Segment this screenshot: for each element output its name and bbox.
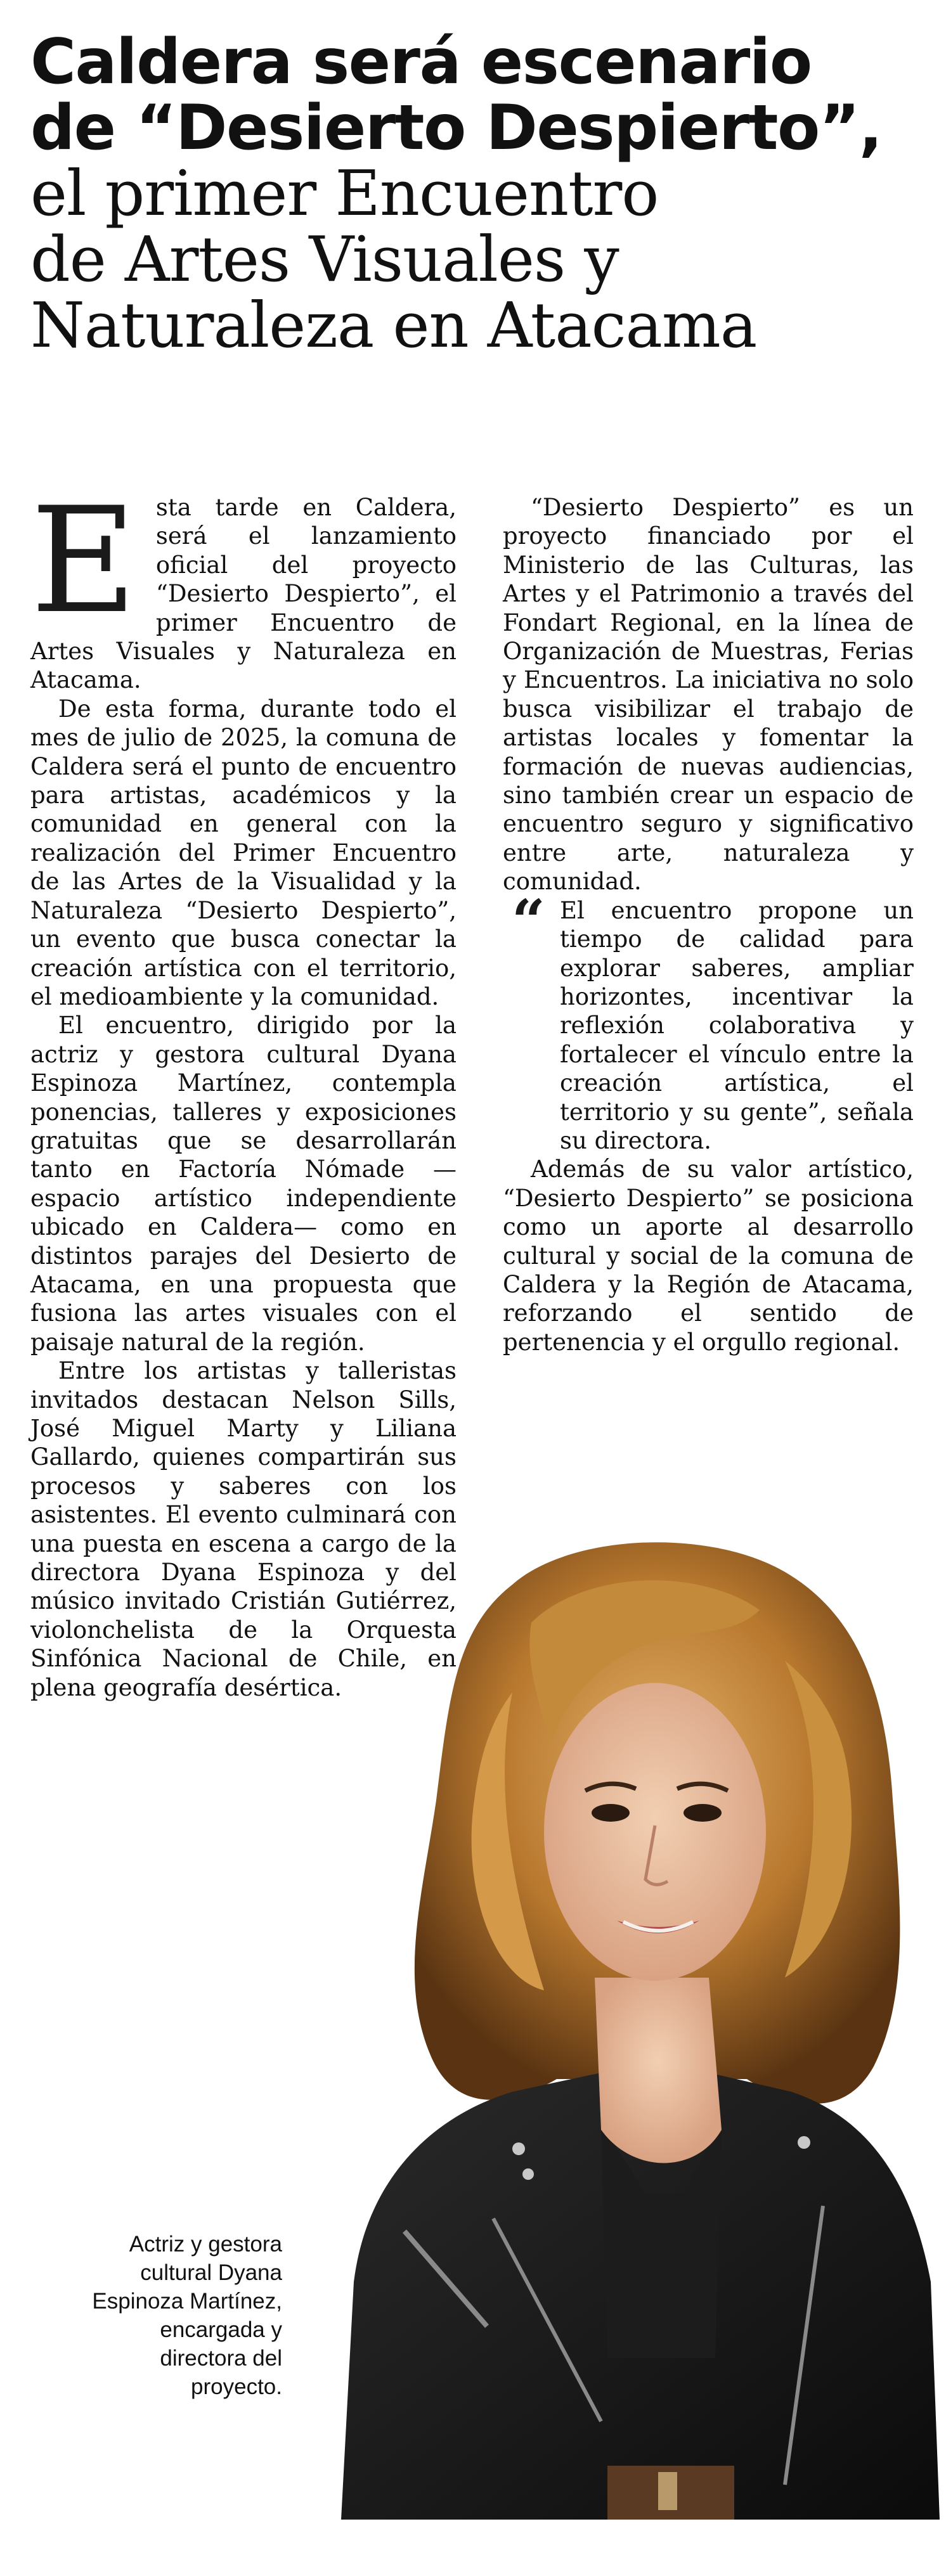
article-paragraph: El encuentro, dirigido por la actriz y gestora cultural Dyana Espinoza Martínez, contempla ponencias, talleres y exposiciones gratuitas que se desarrollarán tanto en Factoría Nómade —espacio artístico independiente ubicado en Caldera— como en distintos parajes del Desierto de Atacama, en una propuesta que fusiona las artes visuales con el paisaje natural de la región. <box>30 1012 457 1356</box>
article-paragraph: De esta forma, durante todo el mes de julio de 2025, la comuna de Caldera será el punto de encuentro para artistas, académicos y la comunidad en general con la realización del Primer Encuentro de las Artes de la Visualidad y la Naturaleza “Desierto Despierto”, un evento que busca conectar la creación artística con el territorio, el medioambiente y la comunidad. <box>30 695 457 1010</box>
drop-cap: E <box>30 477 137 646</box>
article-paragraph: Además de su valor artístico, “Desierto Despierto” se posiciona como un aporte al desarrollo cultural y social de la comuna de Caldera y la Región de Atacama, reforzando el sentido de pertenencia y el orgullo regional. <box>503 1156 914 1356</box>
photo-caption: Actriz y gestora cultural Dyana Espinoza Martínez, encargada y directora del proyecto. <box>92 2232 282 2399</box>
article-paragraph: “Desierto Despierto” es un proyecto financiado por el Ministerio de las Culturas, las Artes y el Patrimonio a través del Fondart Regional, en la línea de Organización de Muestras, Ferias y Encuentros. La iniciativa no solo busca visibilizar el trabajo de artistas locales y fomentar la formación de nuevas audiencias, sino también crear un espacio de encuentro seguro y significativo entre arte, naturaleza y comunidad. <box>503 494 914 896</box>
headline-line: Caldera será escenario <box>30 26 812 98</box>
pull-quote <box>503 886 914 1156</box>
article-headline <box>30 26 918 362</box>
article-paragraph: Entre los artistas y talleristas invitados destacan Nelson Sills, José Miguel Marty y Liliana Gallardo, quienes compartirán sus procesos y saberes con los asistentes. El evento culminará con una puesta en escena a cargo de la directora Dyana Espinoza y del músico invitado Cristián Gutiérrez, violonchelista de la Orquesta Sinfónica Nacional de Chile, en plena geografía desértica. <box>30 1357 457 1701</box>
paragraph-text: sta tarde en Caldera, será el lanzamiento oficial del proyecto “Desierto Despierto”, el primer Encuentro de Artes Visuales y Naturaleza en Atacama. <box>30 494 457 694</box>
quote-text: El encuentro propone un tiempo de calidad para explorar saberes, ampliar horizontes, incentivar la reflexión colaborativa y fortalecer el vínculo entre la creación artística, el territorio y su gente”, señala su directora. <box>560 896 914 1154</box>
headline-line: Naturaleza en Atacama <box>30 290 757 362</box>
headline-line: el primer Encuentro <box>30 158 659 230</box>
portrait-photo <box>303 1534 940 2520</box>
article-column-right <box>503 493 914 1356</box>
article-paragraph <box>30 477 457 695</box>
headline-line: de Artes Visuales y <box>30 224 619 296</box>
headline-line: de “Desierto Despierto”, <box>30 92 882 164</box>
quote-mark-icon: “ <box>512 886 545 955</box>
article-column-left <box>30 477 457 1702</box>
